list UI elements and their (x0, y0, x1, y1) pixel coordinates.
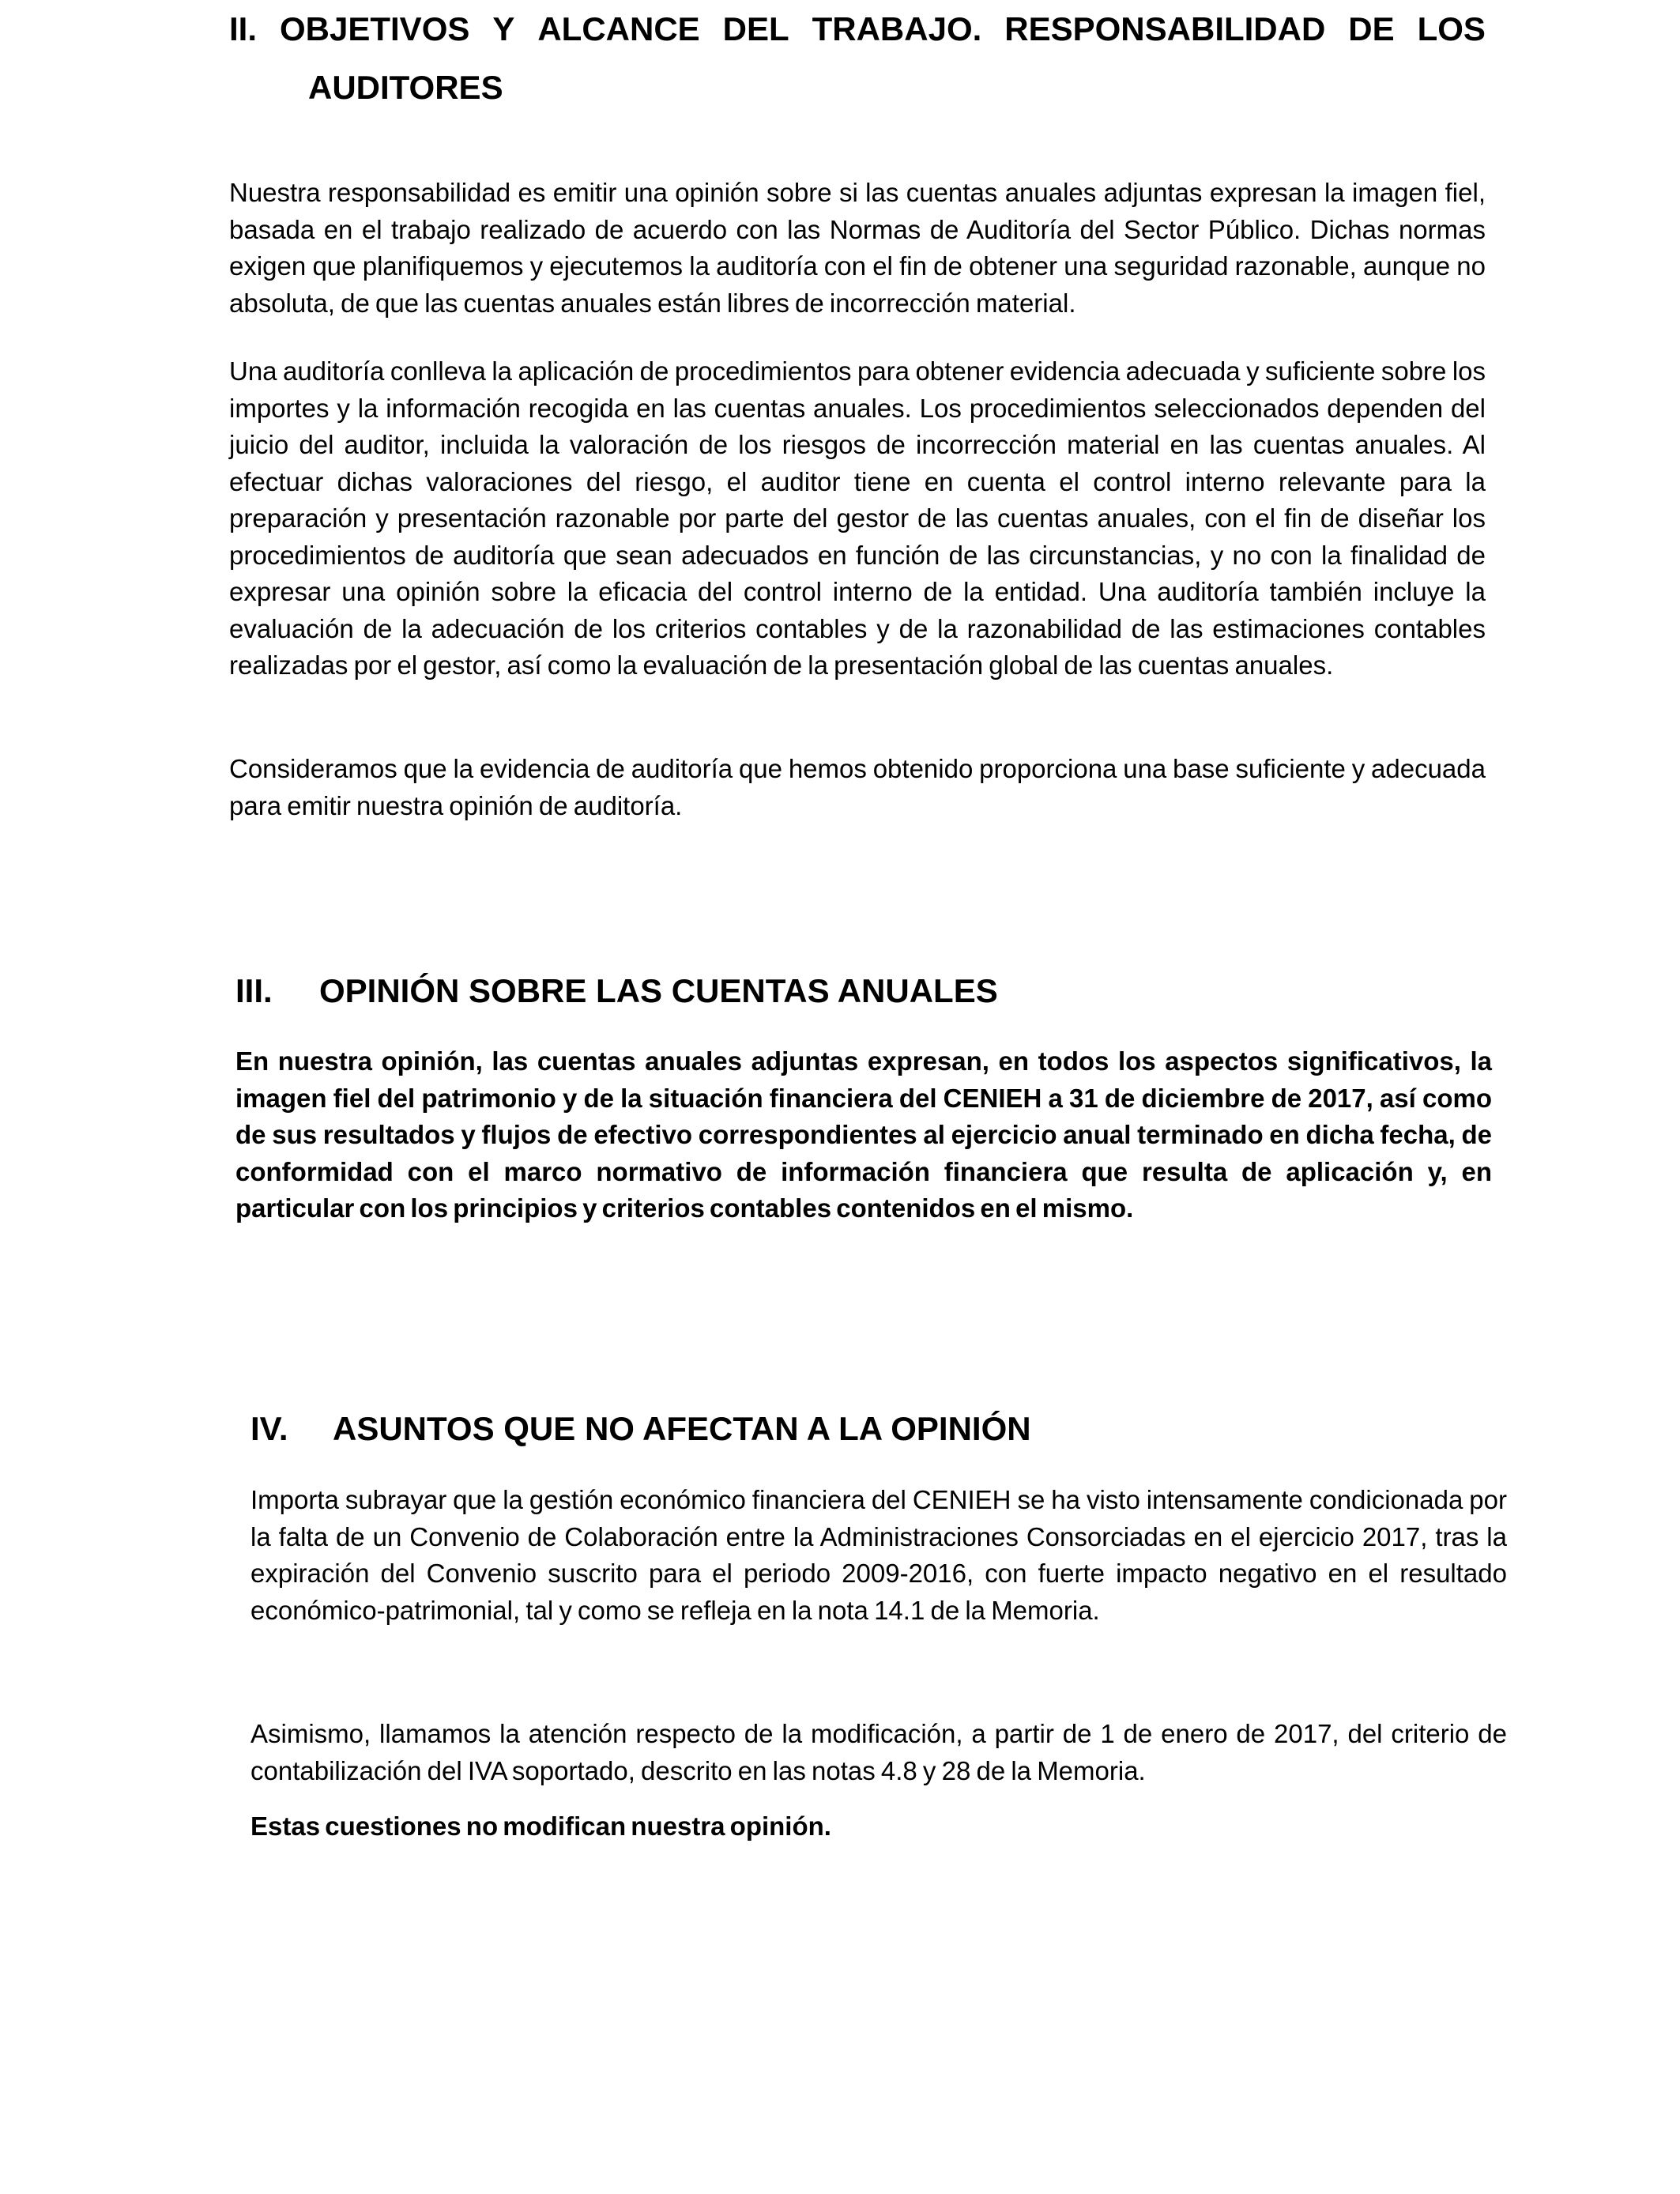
section-iv-heading (250, 1407, 1031, 1451)
heading-word: LOS (1417, 10, 1486, 47)
section-ii-heading-line2: AUDITORES (308, 69, 503, 106)
section-iv-paragraph-1: Importa subrayar que la gestión económico financiera del CENIEH se ha visto intensamente condicionada por la falta de un Convenio de Colaboración entre la Administraciones Consorciadas en el ejercicio 2017, tras la expiración del Convenio suscrito para el periodo 2009-2016, con fuerte impacto negativo en el resultado económico-patrimonial, tal y como se refleja en la nota 14.1 de la Memoria. (250, 1485, 1507, 1625)
section-iv-paragraph-3: Estas cuestiones no modifican nuestra opinión. (250, 1811, 831, 1841)
heading-word: RESPONSABILIDAD (1004, 10, 1326, 47)
section-iii-opinion-paragraph: En nuestra opinión, las cuentas anuales adjuntas expresan, en todos los aspectos significativos, la imagen fiel del patrimonio y de la situación financiera del CENIEH a 31 de diciembre de 2017, así como de sus resultados y flujos de efectivo correspondientes al ejercicio anual terminado en dicha fecha, de conformidad con el marco normativo de información financiera que resulta de aplicación y, en particular con los principios y criterios contables contenidos en el mismo. (235, 1046, 1492, 1223)
section-ii-paragraph-1: Nuestra responsabilidad es emitir una opinión sobre si las cuentas anuales adjuntas expresan la imagen fiel, basada en el trabajo realizado de acuerdo con las Normas de Auditoría del Sector Público. Dichas normas exigen que planifiquemos y ejecutemos la auditoría con el fin de obtener una seguridad razonable, aunque no absoluta, de que las cuentas anuales están libres de incorrección material. (229, 178, 1486, 318)
section-ii-heading (229, 0, 1486, 117)
section-iii-number: III. (235, 972, 273, 1009)
heading-word: Y (492, 10, 515, 47)
section-iii-heading (235, 969, 998, 1013)
section-iv-number: IV. (250, 1410, 288, 1447)
section-ii-number: II. (229, 10, 258, 47)
section-ii-paragraph-2: Una auditoría conlleva la aplicación de procedimientos para obtener evidencia adecuada y suficiente sobre los importes y la información recogida en las cuentas anuales. Los procedimientos seleccionados dependen del juicio del auditor, incluida la valoración de los riesgos de incorrección material en las cuentas anuales. Al efectuar dichas valoraciones del riesgo, el auditor tiene en cuenta el control interno relevante para la preparación y presentación razonable por parte del gestor de las cuentas anuales, con el fin de diseñar los procedimientos de auditoría que sean adecuados en función de las circunstancias, y no con la finalidad de expresar una opinión sobre la eficacia del control interno de la entidad. Una auditoría también incluye la evaluación de la adecuación de los criterios contables y de la razonabilidad de las estimaciones contables realizadas por el gestor, así como la evaluación de la presentación global de las cuentas anuales. (229, 356, 1486, 680)
section-iv-title: ASUNTOS QUE NO AFECTAN A LA OPINIÓN (333, 1410, 1031, 1447)
heading-word: OBJETIVOS (279, 10, 470, 47)
section-iii-title: OPINIÓN SOBRE LAS CUENTAS ANUALES (319, 972, 998, 1009)
heading-word: ALCANCE (537, 10, 700, 47)
section-iv-paragraph-2: Asimismo, llamamos la atención respecto de la modificación, a partir de 1 de enero de 2017, del criterio de contabilización del IVA soportado, descrito en las notas 4.8 y 28 de la Memoria. (250, 1719, 1507, 1785)
heading-word: TRABAJO. (812, 10, 982, 47)
heading-word: DE (1348, 10, 1395, 47)
section-ii-paragraph-3: Consideramos que la evidencia de auditoría que hemos obtenido proporciona una base suficiente y adecuada para emitir nuestra opinión de auditoría. (229, 754, 1486, 820)
section-ii-heading-line1 (229, 0, 1486, 58)
heading-word: DEL (722, 10, 789, 47)
